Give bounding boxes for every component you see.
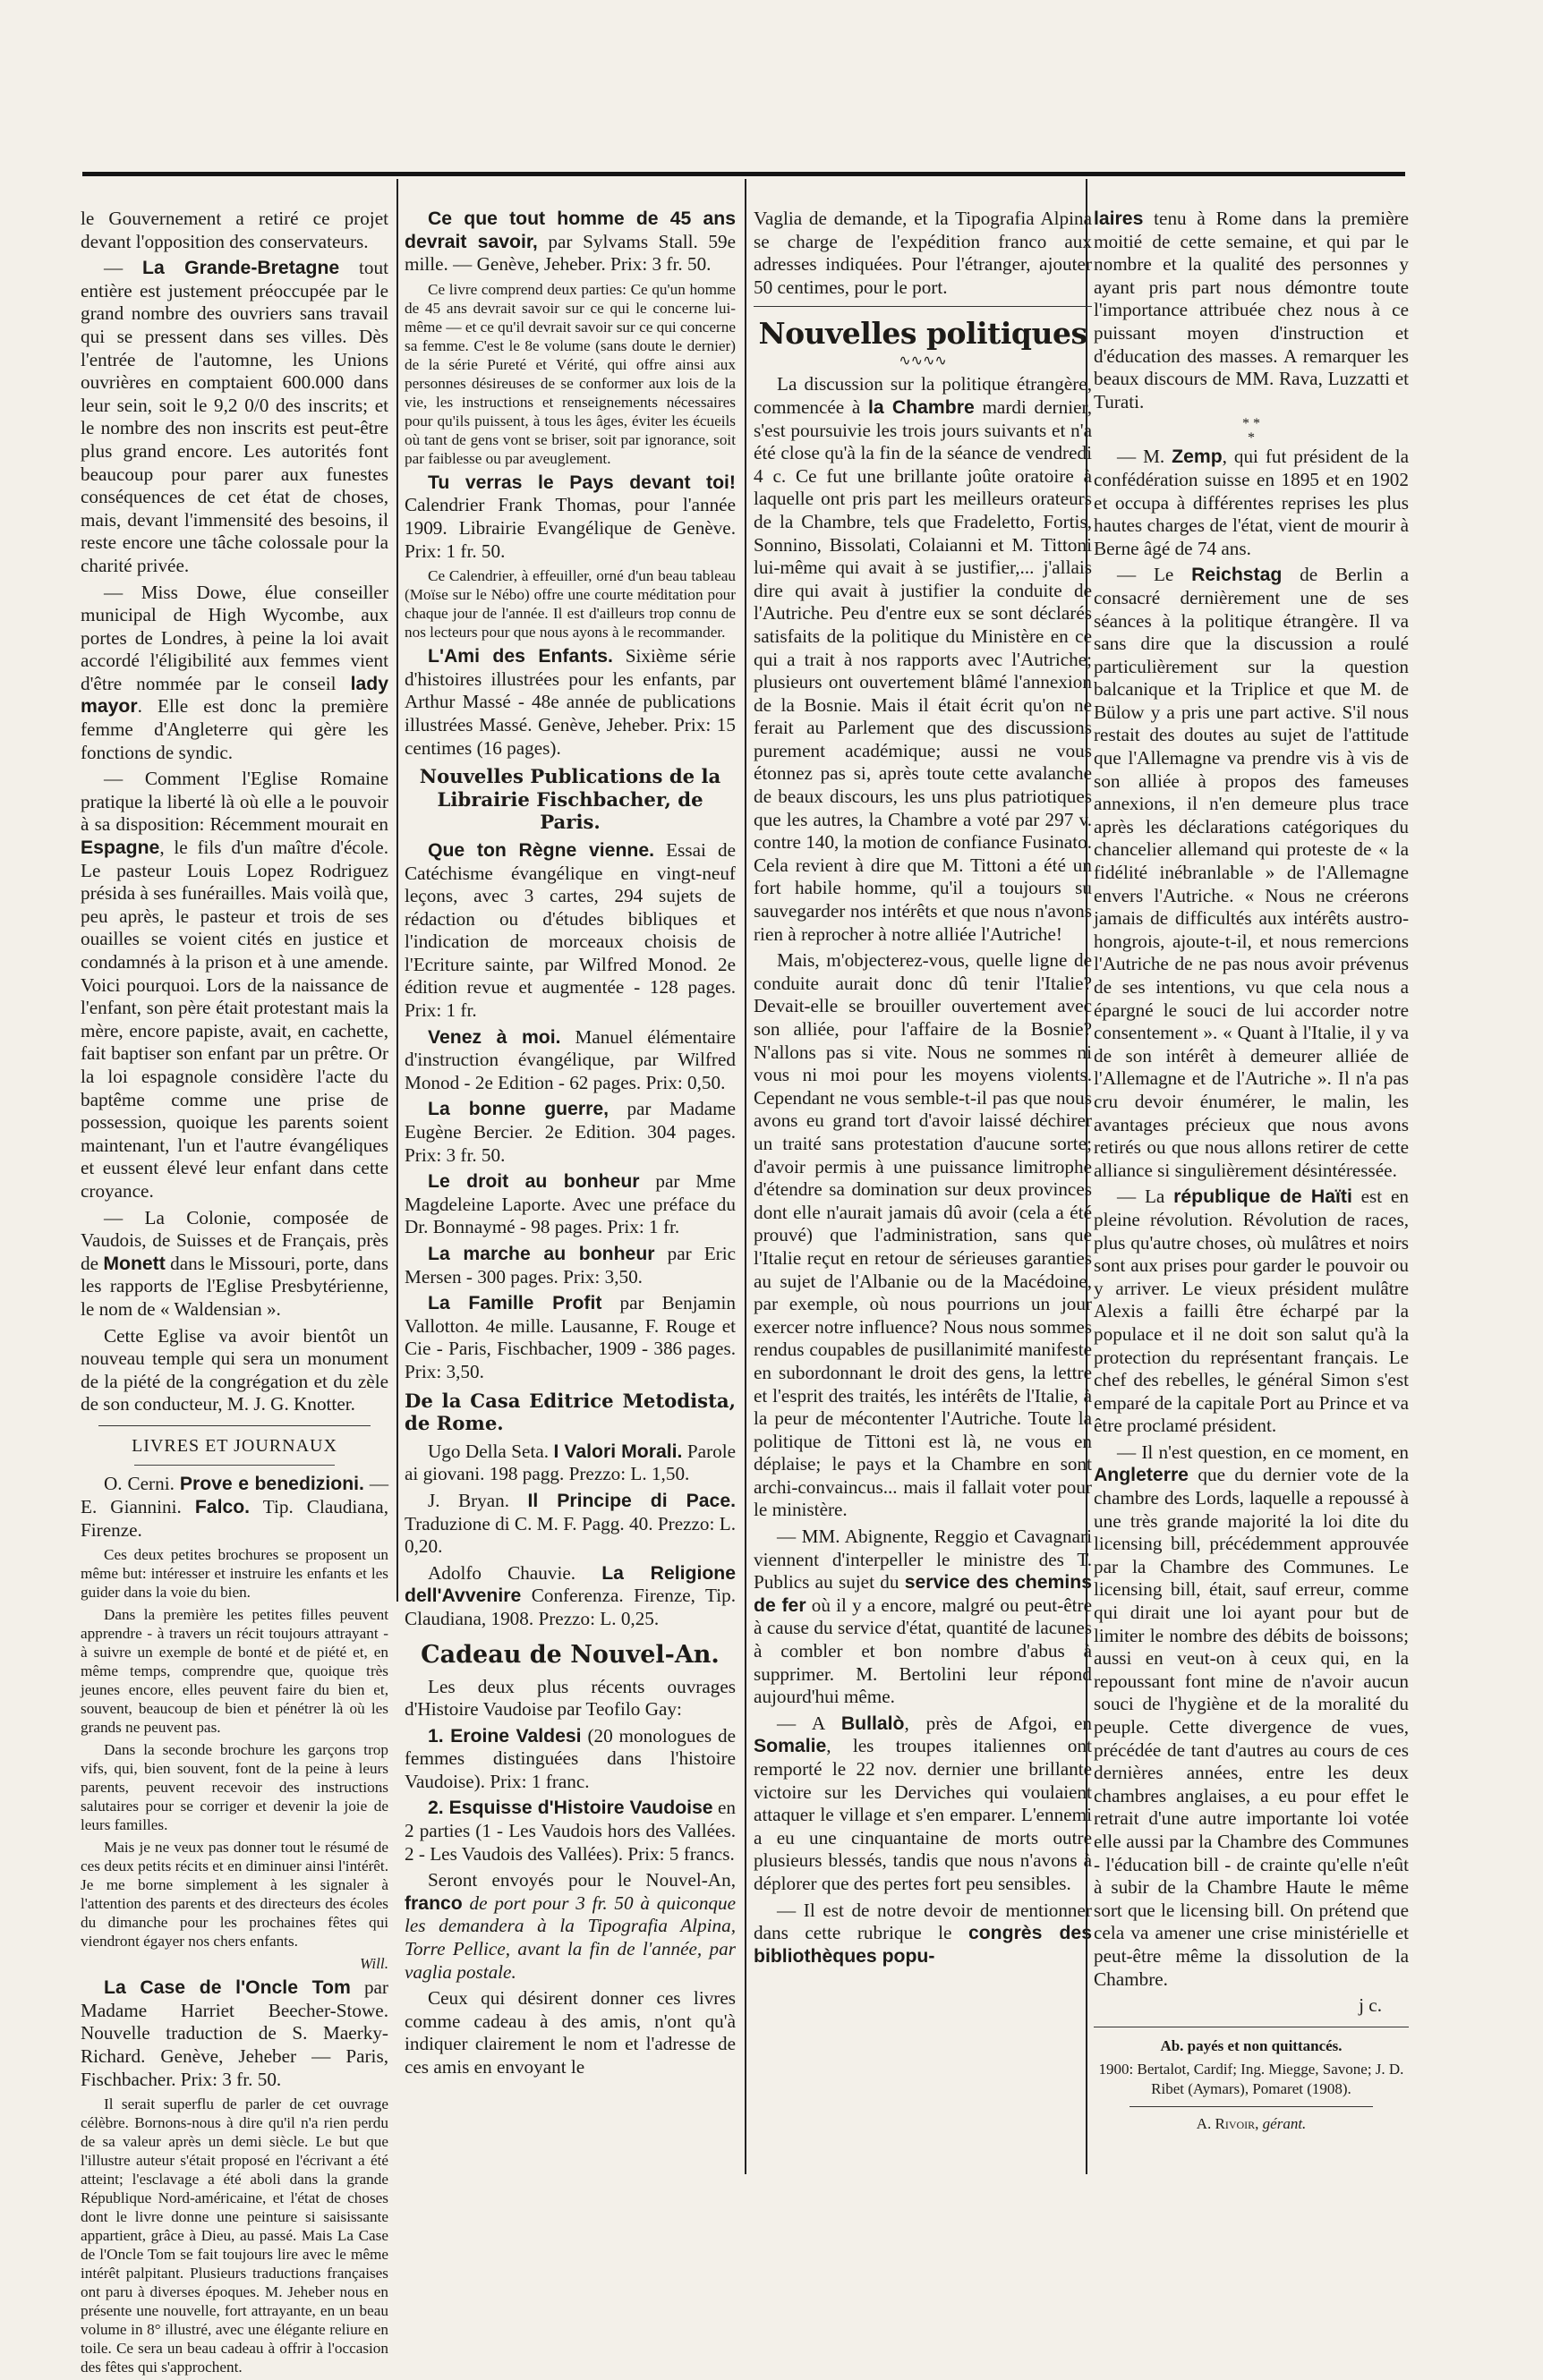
paragraph bbox=[81, 582, 388, 765]
paragraph-text: tout entière est justement préoccupée par le grand nombre des ouvriers sans travail qui se pressent dans ses villes. Dès l'entrée de l'automne, les Unions ouvrières en comptaient 600.000 dans leur sein, soit le 9,2 0/0 des inscrits; et le nombre des non inscrits est peut-être plus grand encore. Les autorités font beaucoup pour parer aux funestes conséquences de cet état de choses, mais, devant l'immensité des besoins, il reste encore une tâche colossale pour la charité privée. bbox=[81, 257, 389, 576]
author: Ugo Della Seta. bbox=[428, 1440, 550, 1462]
paragraph-text: , les troupes italiennes ont remporté le 22 nov. dernier une brillante victoire sur les Derviches qui voulaient attaquer le village et s'en emparer. L'ennemi a eu une cinquantaine de morts outre plusieurs blessés, tandis que nous n'avons à déplorer que des pertes fort peu sensibles. bbox=[754, 1735, 1092, 1894]
person-name: Zemp bbox=[1172, 446, 1223, 468]
paragraph-text: La discussion sur la politique étrangère, commencée à bbox=[754, 373, 1092, 418]
paragraph bbox=[1094, 208, 1409, 413]
subsection-heading: De la Casa Editrice Metodista, de Rome. bbox=[405, 1389, 736, 1435]
paragraph-text: — Il est de notre devoir de mentionner dans cette rubrique le bbox=[754, 1899, 1092, 1944]
book-details: par Benjamin Vallotton. 4e mille. Lausanne, F. Rouge et Cie - Paris, Fischbacher, 1909 - 386 pages. Prix: 3,50. bbox=[405, 1292, 737, 1382]
paragraph bbox=[1094, 446, 1409, 560]
book-details: Sixième série d'histoires illustrées pour les enfants, par Arthur Massé - 48e année de publications illustrées Massé. Genève, Jeheber. Prix: 15 centimes (16 pages). bbox=[405, 645, 737, 759]
column-separator bbox=[745, 179, 746, 2174]
paragraph-text: . Elle est donc la première femme d'Angleterre qui gère les fonctions de syndic. bbox=[81, 695, 388, 763]
paragraph-text: — A bbox=[777, 1712, 824, 1734]
book-title: L'Ami des Enfants. bbox=[428, 646, 613, 667]
book-title: 1. Eroine Valdesi bbox=[428, 1725, 582, 1747]
paragraph-text: de port pour 3 fr. 50 à quiconque les demandera à la Tipografia Alpina, Torre Pellice, avant la fin de l'année, par vaglia postale. bbox=[405, 1891, 737, 1983]
book-details: Calendrier Frank Thomas, pour l'année 1909. Librairie Evangélique de Genève. Prix: 1 fr. 50. bbox=[405, 494, 736, 562]
paragraph: le Gouvernement a retiré ce projet devant l'opposition des conservateurs. bbox=[81, 208, 388, 252]
paragraph: Mais, m'objecterez-vous, quelle ligne de conduite aurait donc dû tenir l'Italie? Devait-elle se brouiller ouvertement avec son alliée, pour l'affaire de la Bosnie? N'allons pas si vite. Nous ne sommes ni vous ni moi pour les moyens violents. Cependant ne vous semble-t-il pas que nous avons eu grand tort d'avoir laissé déchirer un traité sans protestation d'aucune sorte; d'avoir permis à une puissance limitrophe d'étendre sa domination sur deux provinces dont elle n'aurait jamais dû avoir (cela a été prouvé) que l'administration, sans que l'Italie reçut en retour de sérieuses garanties au sujet de l'Albanie ou de la Macédoine, par exemple, où nous pourrions un jour exercer notre influence? Nous nous sommes rendus coupables de pusillanimité manifeste en subordonnant le droit des gens, la lettre et l'esprit des traités, les intérêts de l'Italie, à la peur de mécontenter l'Autriche. Toute la politique de Tittoni est là, ne vous en déplaise; le pays et la Chambre en sont archi-convaincus... mais il fallait voter pour le ministère. bbox=[754, 949, 1092, 1521]
country-name: Espagne bbox=[81, 837, 160, 859]
keyword: franco bbox=[405, 1892, 463, 1914]
book-entry bbox=[405, 1441, 736, 1486]
book-details: Traduzione di C. M. F. Pagg. 40. Prezzo: L. 0,20. bbox=[405, 1512, 736, 1558]
paragraph-text: — Le bbox=[1117, 564, 1174, 586]
asterism: * * * bbox=[1242, 416, 1260, 446]
review-text: Ces deux petites brochures se proposent un même but: intéresser et instruire les enfants et les guider dans la voie du bien. bbox=[81, 1546, 388, 1602]
divider bbox=[98, 1425, 371, 1426]
review-text: Ce livre comprend deux parties: Ce qu'un homme de 45 ans devrait savoir sur ce qui le concerne lui-même — et ce qu'il devrait savoir sur ce qui concerne sa femme. C'est le 8e volume (sans doute le dernier) de la série Pureté et Vérité, qui offre ainsi aux personnes désireuses de se conformer aux lois de la vie, les instructions et renseignements nécessaires pour qu'ils puissent, à tous les âges, éviter les écueils où tant de gens vont se briser, soit par ignorance, soit par faiblesse ou par aveuglement. bbox=[405, 280, 736, 467]
book-entry bbox=[405, 1725, 736, 1794]
paragraph-text: , près de Afgoi, en bbox=[904, 1712, 1092, 1734]
keyword: lady mayor bbox=[81, 673, 389, 718]
paragraph bbox=[81, 1207, 388, 1322]
author: J. Bryan. bbox=[428, 1489, 510, 1511]
paragraph bbox=[754, 1900, 1092, 1968]
book-entry bbox=[405, 208, 736, 276]
review-text: Dans la seconde brochure les garçons trop vifs, qui, bien souvent, font de la peine à leurs parents, peuvent recevoir des instructions salutaires pour se corriger et devenir la joie de leurs familles. bbox=[81, 1741, 388, 1834]
author: — E. Giannini. bbox=[81, 1473, 389, 1518]
footer-manager bbox=[1094, 2114, 1409, 2134]
book-entry bbox=[405, 1170, 736, 1239]
publisher: Tip. Claudiana, Firenze. bbox=[81, 1496, 389, 1541]
book-entry bbox=[405, 1292, 736, 1383]
section-heading: LIVRES ET JOURNAUX bbox=[132, 1435, 337, 1456]
book-title: La marche au bonheur bbox=[428, 1244, 655, 1264]
paragraph-text: de Berlin a consacré dernièrement une de ses séances à la politique étrangère. Il va sans dire que la discussion a roulé particulièrement sur la question balcanique et la Triplice et que M. de Bülow y a pris une part active. S'il nous restait des doutes au sujet de l'attitude que l'Allemagne va prendre vis à vis de son alliée à propos des fameuses annexions, il n'en demeure plus trace après les déclarations catégoriques du chancelier allemand qui proteste de « la fidélité inébranlable » de l'Allemagne envers l'Autriche. « Nous ne créerons jamais de difficultés aux intérêts austro-hongrois, ajoute-t-il, et nous remercions l'Autriche de ne pas nous avoir prévenus de ses intentions, vu que cela nous a épargné le souci de lui accorder notre consentement ». « Quant à l'Italie, il y va de son intérêt à demeurer alliée de l'Allemagne et de l'Autriche ». Il n'a pas cru devoir énumérer, le malin, les avantages précieux que nous avons retirés ou que nous allons retirer de cette alliance si singulièrement désintéressée. bbox=[1094, 564, 1409, 1181]
column-3 bbox=[754, 208, 1092, 1971]
book-details: Essai de Catéchisme évangélique en vingt-neuf leçons, avec 3 cartes, 294 sujets de rédaction ou d'études bibliques et l'indication de morceaux choisis de l'Ecriture sainte, par Wilfred Monod. 2e édition revue et augmentée - 128 pages. Prix: 1 fr. bbox=[405, 838, 736, 1022]
paragraph bbox=[81, 768, 388, 1203]
paragraph-text: que du dernier vote de la chambre des Lords, laquelle a repoussé à une très grande majorité la loi dite du licensing bill, précédemment approuvée par la Chambre des Communes. Le licensing bill, était, sauf erreur, comme qui dirait une loi ayant pour but de limiter le nombre des débits de boissons; aussi en veut-on à ceux qui, en la repoussant font mine de n'avoir aucun souci de l'hygiène et de la moralité du peuple. Cette divergence de vues, précédée de tant d'autres au cours de ces dernières années, entre les deux chambres anglaises, a eu pour effet le retrait d'une autre importante loi votée elle aussi par la Chambre des Communes - l'éducation bill - de crainte qu'elle n'eût à subir de la Chambre Haute le même sort que le licensing bill. On prétend que cela va amener une crise ministérielle et peut-être même la dissolution de la Chambre. bbox=[1094, 1464, 1409, 1990]
book-details: par Sylvams Stall. 59e mille. — Genève, Jeheber. Prix: 3 fr. 50. bbox=[405, 230, 736, 276]
review-text: Ce Calendrier, à effeuiller, orné d'un beau tableau (Moïse sur le Nébo) offre une courte méditation pour chaque jour de l'année. Il est d'ailleurs trop connu de nos lecteurs pour que nous ayons à le recommander. bbox=[405, 567, 736, 642]
keyword: la Chambre bbox=[867, 396, 975, 418]
paragraph-text: Seront envoyés pour le Nouvel-An, bbox=[428, 1869, 736, 1891]
paragraph-text: — MM. Abignente, Reggio et Cavagnari viennent d'interpeller le ministre des T. Publics au sujet du bbox=[754, 1526, 1092, 1594]
subsection-heading: Cadeau de Nouvel-An. bbox=[421, 1640, 720, 1669]
book-details: Manuel élémentaire d'instruction évangélique, par Wilfred Monod - 2e Edition - 62 pages. Prix: 0,50. bbox=[405, 1025, 736, 1093]
paragraph-text: — Comment l'Eglise Romaine pratique la liberté là où elle a le pouvoir à sa disposition: Récemment mourait en bbox=[81, 768, 388, 836]
signature: Will. bbox=[360, 1955, 388, 1973]
book-details: par Madame Harriet Beecher-Stowe. Nouvelle traduction de S. Maerky-Richard. Genève, Jeheber — Paris, Fischbacher. Prix: 3 fr. 50. bbox=[81, 1976, 388, 2090]
paragraph-text: — M. bbox=[1117, 446, 1165, 468]
book-details: (20 monologues de femmes distinguées dans l'histoire Vaudoise). Prix: 1 franc. bbox=[405, 1724, 737, 1792]
book-details: par Madame Eugène Bercier. 2e Edition. 304 pages. Prix: 3 fr. 50. bbox=[405, 1098, 736, 1166]
paragraph: Ceux qui désirent donner ces livres comme cadeau à des amis, n'ont qu'à indiquer clairement le nom et l'adresse de ces amis en envoyant le bbox=[405, 1987, 736, 2078]
signature: j c. bbox=[1359, 1994, 1382, 2017]
column-2 bbox=[405, 208, 736, 2083]
author: O. Cerni. bbox=[104, 1473, 175, 1495]
book-title: Tu verras le Pays devant toi! bbox=[428, 472, 736, 493]
top-rule bbox=[82, 172, 1405, 176]
paragraph bbox=[405, 1869, 736, 1984]
book-title: La Case de l'Oncle Tom bbox=[104, 1977, 351, 1999]
book-details: par Mme Magdeleine Laporte. Avec une préface du Dr. Bonnaymé - 98 pages. Prix: 1 fr. bbox=[405, 1170, 737, 1238]
book-title: Ce que tout homme de 45 ans devrait savoir, bbox=[405, 208, 736, 252]
book-entry bbox=[405, 1562, 736, 1631]
country-name: La Grande-Bretagne bbox=[142, 258, 340, 279]
paragraph-text: , le fils d'un maître d'école. Le pasteur Louis Lopez Rodriguez présida à ses funérailles. Mais voilà que, peu après, le pasteur et trois de ses ouailles se voient cités en justice et condamnés à la prison et à une amende. Voici pourquoi. Lors de la naissance de l'enfant, son père était protestant mais la mère, encore papiste, avait, en cachette, fait baptiser son enfant par un prêtre. Or la loi espagnole considère l'acte du baptême comme une prise de possession, quoique les parents soient maintenant, l'un et l'autre évangéliques et eussent élevé leur enfant dans cette croyance. bbox=[81, 837, 388, 1202]
paragraph-text: est en pleine révolution. Révolution de races, plus qu'autre choses, où mulâtres et noirs sont aux prises pour garder le pouvoir ou y arriver. Le vieux président mulâtre Alexis a failli être écharpé par la populace et il ne doit son salut qu'à la protection du représentant français. Le chef des rebelles, le général Simon s'est emparé de la capitale Port au Prince et va être proclamé président. bbox=[1094, 1186, 1409, 1437]
book-entry bbox=[405, 1490, 736, 1559]
book-details: par Eric Mersen - 300 pages. Prix: 3,50. bbox=[405, 1243, 736, 1288]
review-text: Il serait superflu de parler de cet ouvrage célèbre. Bornons-nous à dire qu'il n'a rien perdu de sa valeur après un demi siècle. Le but que l'illustre auteur s'était proposé en l'écrivant a été atteint; l'esclavage a été aboli dans la grande République Nord-américaine, et l'état de choses dont le livre donne une peinture si saisissante appartient, grâce à Dieu, au passé. Mais La Case de l'Oncle Tom se fait toujours lire avec le même intérêt palpitant. Plusieurs traductions françaises ont paru à diverses époques. M. Jeheber nous en présente une nouvelle, fort attrayante, en un beau volume in 8° illustré, avec une élégante reliure en toile. Ce sera un beau cadeau à offrir à l'occasion des fêtes qui s'approchent. bbox=[81, 2095, 388, 2376]
place-name: Somalie bbox=[754, 1736, 827, 1757]
book-entry bbox=[405, 1243, 736, 1288]
keyword: service des chemins de fer bbox=[754, 1572, 1092, 1616]
keyword: laires bbox=[1094, 208, 1144, 229]
paragraph: — La Grande-Bretagne tout entière est justement préoccupée par le grand nombre des ouvriers sans travail qui se pressent dans ses villes. Dès l'entrée de l'automne, les Unions ouvrières en comptaient 600.000 dans leur sein, soit le 9,2 0/0 des inscrits; et le nombre des non inscrits est peut-être plus grand encore. Les autorités font beaucoup pour parer aux funestes conséquences de cet état de choses, mais, devant l'immensité des besoins, il reste encore une tâche colossale pour la charité privée. bbox=[81, 257, 389, 576]
paragraph bbox=[1094, 564, 1409, 1182]
book-entry bbox=[81, 1473, 388, 1542]
divider bbox=[1130, 2106, 1373, 2107]
book-entry bbox=[405, 645, 736, 760]
manager-role: gérant. bbox=[1262, 2114, 1307, 2132]
paragraph bbox=[1094, 1441, 1409, 1991]
subsection-heading: Nouvelles Publications de la Librairie Fischbacher, de Paris. bbox=[419, 765, 721, 834]
manager-name: A. Rivoir, bbox=[1196, 2114, 1259, 2132]
book-title: I Valori Morali. bbox=[553, 1441, 683, 1462]
place-name: Monett bbox=[103, 1253, 166, 1274]
place-name: Bullalò bbox=[840, 1713, 905, 1734]
keyword: congrès des bibliothèques popu- bbox=[754, 1923, 1092, 1967]
footer-heading: Ab. payés et non quittancés. bbox=[1160, 2036, 1343, 2054]
review-text: Dans la première les petites filles peuvent apprendre - à travers un récit toujours attrayant - à suivre un exemple de bonté et de piété et, en même temps, comprendre que, quoique très jeunes encore, elles peuvent faire du bien et, souvent, beaucoup de bien et pénétrer là où les grands ne peuvent pas. bbox=[81, 1606, 388, 1737]
book-title: La Religione dell'Avvenire bbox=[405, 1562, 737, 1607]
paragraph-text: — La Colonie, composée de Vaudois, de Suisses et de Français, près de bbox=[81, 1206, 388, 1274]
book-title: 2. Esquisse d'Histoire Vaudoise bbox=[428, 1798, 713, 1819]
paragraph: Vaglia de demande, et la Tipografia Alpina se charge de l'expédition franco aux adresses indiquées. Pour l'étranger, ajouter 50 centimes, pour le port. bbox=[754, 208, 1092, 298]
book-entry bbox=[405, 1098, 736, 1167]
book-entry bbox=[405, 839, 736, 1023]
book-title: Que ton Règne vienne. bbox=[428, 839, 655, 861]
paragraph bbox=[754, 1526, 1092, 1709]
paragraph bbox=[754, 1713, 1092, 1896]
country-name: république de Haïti bbox=[1173, 1186, 1352, 1208]
review-text: Mais je ne veux pas donner tout le résumé de ces deux petits récits et en diminuer ainsi l'intérêt. Je me borne simplement à les signaler à l'attention des parents et des directeurs des écoles du dimanche pour les prochaines fêtes qui viendront égayer nos chers enfants. bbox=[81, 1839, 388, 1951]
paragraph-text: — La bbox=[1117, 1186, 1165, 1208]
divider bbox=[134, 1465, 335, 1466]
book-title: Il Principe di Pace. bbox=[527, 1490, 736, 1511]
book-title: Prove e benedizioni. bbox=[179, 1474, 364, 1495]
paragraph: Cette Eglise va avoir bientôt un nouveau temple qui sera un monument de la piété de la congrégation et du zèle de son conducteur, M. J. G. Knotter. bbox=[81, 1324, 388, 1415]
book-details: Parole ai giovani. 198 pagg. Prezzo: L. 1,50. bbox=[405, 1440, 737, 1485]
ornament: ∿∿∿∿ bbox=[899, 353, 947, 370]
column-separator bbox=[396, 179, 398, 1602]
section-title: Nouvelles politiques bbox=[758, 316, 1087, 352]
author: Adolfo Chauvie. bbox=[428, 1561, 576, 1584]
book-details: Conferenza. Firenze, Tip. Claudiana, 1908. Prezzo: L. 0,25. bbox=[405, 1585, 737, 1629]
divider bbox=[754, 306, 1092, 307]
book-entry bbox=[405, 1026, 736, 1095]
keyword: Reichstag bbox=[1191, 565, 1283, 586]
paragraph-text: , qui fut président de la confédération suisse en 1895 et en 1902 et occupa à différentes reprises les plus hautes charges de l'état, vient de mourir à Berne âgé de 74 ans. bbox=[1094, 446, 1410, 559]
paragraph-text: — Miss Dowe, élue conseiller municipal de High Wycombe, aux portes de Londres, à peine la loi avait accordé l'éligibilité aux femmes vient d'être nommée par le conseil bbox=[81, 581, 388, 694]
book-title: La bonne guerre, bbox=[428, 1099, 610, 1120]
paragraph-text: — Il n'est question, en ce moment, en bbox=[1117, 1441, 1409, 1463]
book-entry bbox=[405, 472, 736, 563]
country-name: Angleterre bbox=[1094, 1465, 1189, 1486]
column-1 bbox=[81, 208, 388, 2380]
book-entry bbox=[81, 1976, 388, 2091]
paragraph bbox=[1094, 1186, 1409, 1438]
paragraph: Les deux plus récents ouvrages d'Histoire Vaudoise par Teofilo Gay: bbox=[405, 1675, 736, 1721]
book-title: Le droit au bonheur bbox=[428, 1171, 640, 1193]
paragraph-text: mardi dernier, s'est poursuivie les trois jours suivants et n'a été close qu'à la fin de la séance de vendredi 4 c. Ce fut une brillante joûte oratoire à laquelle ont pris part les meilleurs orateurs de la Chambre, tels que Fradeletto, Fortis, Sonnino, Bissolati, Colaianni et M. Tittoni lui-même qui avait à se justifier,... j'allais dire qui avait à justifier la conduite de l'Autriche. Peu d'entre eux se sont déclarés satisfaits de la politique du Ministère en ce qui a trait à nos rapports avec l'Autriche; plusieurs ont ouvertement blâmé l'annexion de la Bosnie. Mais il était écrit qu'on ne ferait au Parlement que des discussions purement académique; aussi ne vous étonnez pas si, après toute cette avalanche de beaux discours, les uns plus patriotiques que les autres, la Chambre a voté par 297 v. contre 140, la motion de confiance Fusinato. Cela revient à dire que M. Tittoni a été un fort habile homme, qu'il a toujours su sauvegarder nos intérêts et que nous n'avons rien à reprocher à notre alliée l'Autriche! bbox=[754, 395, 1092, 945]
paragraph bbox=[754, 373, 1092, 946]
paragraph-text: dans le Missouri, porte, dans les rapports de l'Eglise Presbytérienne, le nom de « Waldensian ». bbox=[81, 1252, 389, 1320]
paragraph-text: tenu à Rome dans la première moitié de cette semaine, et qui par le nombre et la qualité des personnes y ayant pris part nous démontre toute l'importance attribuée chez nous à ce puissant moyen d'instruction et d'éducation des masses. A remarquer les beaux discours de MM. Rava, Luzzatti et Turati. bbox=[1094, 208, 1410, 412]
book-entry bbox=[405, 1797, 736, 1866]
column-4 bbox=[1094, 208, 1409, 2138]
book-title: La Famille Profit bbox=[428, 1293, 602, 1314]
book-title: Venez à moi. bbox=[428, 1026, 561, 1048]
paragraph-text: où il y a encore, malgré ou peut-être à cause du service d'état, quantité de lacunes à combler et bon nombre d'abus à supprimer. M. Bertolini leur répond aujourd'hui même. bbox=[754, 1594, 1092, 1708]
book-details: en 2 parties (1 - Les Vaudois hors des Vallées. 2 - Les Vaudois des Vallées). Prix: 5 francs. bbox=[405, 1797, 736, 1865]
footer-text: 1900: Bertalot, Cardif; Ing. Miegge, Savone; J. D. Ribet (Aymars), Pomaret (1908). bbox=[1098, 2060, 1404, 2097]
book-title: Falco. bbox=[194, 1497, 251, 1518]
